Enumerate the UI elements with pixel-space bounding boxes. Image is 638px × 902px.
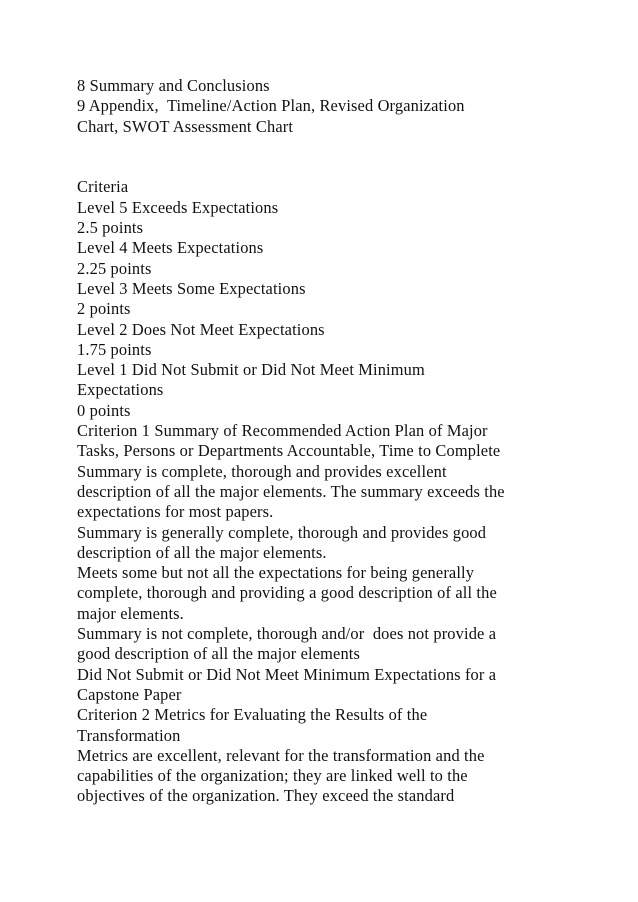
text-line: 9 Appendix, Timeline/Action Plan, Revised Organization — [77, 96, 465, 116]
text-line: description of all the major elements. — [77, 542, 327, 562]
text-line: complete, thorough and providing a good description of all the — [77, 583, 497, 603]
text-line: Chart, SWOT Assessment Chart — [77, 116, 294, 136]
text-line: expectations for most papers. — [77, 502, 274, 522]
text-line: 2.5 points — [77, 218, 144, 238]
text-line: Tasks, Persons or Departments Accountable, Time to Complete — [77, 441, 501, 461]
text-line: Criterion 1 Summary of Recommended Action Plan of Major — [77, 421, 488, 441]
text-line: Level 1 Did Not Submit or Did Not Meet Minimum — [77, 360, 425, 380]
text-line: Transformation — [77, 725, 181, 745]
text-line: Level 2 Does Not Meet Expectations — [77, 319, 325, 339]
top-section — [77, 76, 627, 137]
text-line: 8 Summary and Conclusions — [77, 76, 270, 95]
text-line: Criterion 2 Metrics for Evaluating the Results of the — [77, 705, 428, 725]
document-page — [77, 76, 627, 807]
text-line: objectives of the organization. They exceed the standard — [77, 786, 455, 806]
text-line: Capstone Paper — [77, 684, 182, 704]
text-line: Meets some but not all the expectations for being generally — [77, 563, 475, 583]
text-line: Metrics are excellent, relevant for the transformation and the — [77, 745, 485, 765]
text-line: Summary is generally complete, thorough and provides good — [77, 522, 487, 542]
text-line: Level 5 Exceeds Expectations — [77, 197, 279, 217]
text-line: 2 points — [77, 299, 131, 319]
blank-gap — [77, 137, 627, 178]
text-line: capabilities of the organization; they are linked well to the — [77, 766, 468, 786]
rubric-section — [77, 177, 627, 806]
text-line: Did Not Submit or Did Not Meet Minimum Expectations for a — [77, 664, 497, 684]
text-line: description of all the major elements. The summary exceeds the — [77, 481, 505, 501]
text-line: 2.25 points — [77, 258, 152, 278]
text-line: Criteria — [77, 177, 129, 197]
text-line: good description of all the major elements — [77, 644, 361, 664]
text-line: Level 3 Meets Some Expectations — [77, 278, 306, 298]
text-line: 1.75 points — [77, 339, 152, 359]
text-line: Level 4 Meets Expectations — [77, 238, 264, 258]
text-line: major elements. — [77, 603, 184, 623]
text-line: Expectations — [77, 380, 164, 400]
text-line: 0 points — [77, 400, 131, 420]
text-line: Summary is not complete, thorough and/or does not provide a — [77, 624, 497, 644]
text-line: Summary is complete, thorough and provides excellent — [77, 461, 447, 481]
